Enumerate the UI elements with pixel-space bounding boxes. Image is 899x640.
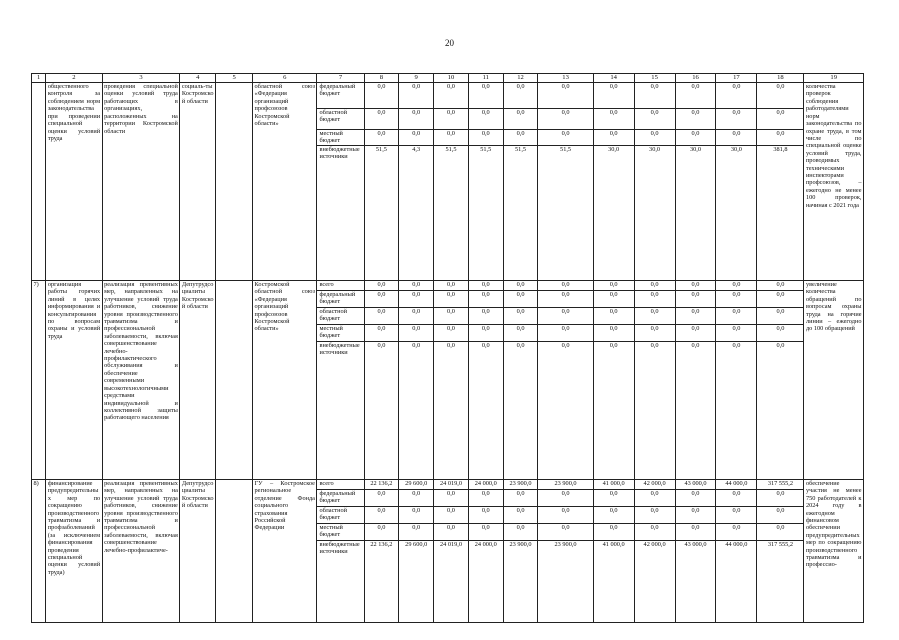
- funding-value: 0,0: [593, 324, 634, 341]
- funding-value: 317 555,2: [757, 540, 804, 622]
- funding-value: 0,0: [716, 523, 757, 540]
- cell-col2: финансирование предупредительных мер по сокращению производственного травматизма и профзаболеваний (за исключением финансирования проведения специальной оценки условий труда): [46, 479, 102, 622]
- funding-source-label: областной бюджет: [317, 109, 364, 130]
- funding-value: 0,0: [716, 324, 757, 341]
- funding-value: 0,0: [468, 523, 503, 540]
- funding-value: 0,0: [364, 324, 399, 341]
- column-header: 4: [180, 74, 216, 83]
- funding-value: 0,0: [434, 130, 469, 146]
- column-header: 11: [468, 74, 503, 83]
- funding-value: 0,0: [634, 83, 675, 109]
- funding-value: 4,3: [399, 145, 434, 280]
- funding-value: 23 900,0: [503, 479, 538, 489]
- column-header: 1: [32, 74, 46, 83]
- funding-value: 0,0: [364, 130, 399, 146]
- funding-value: 0,0: [538, 109, 593, 130]
- funding-value: 0,0: [716, 290, 757, 307]
- funding-value: 43 000,0: [675, 479, 716, 489]
- funding-value: 0,0: [757, 307, 804, 324]
- funding-value: 0,0: [503, 109, 538, 130]
- cell-col6: ГУ – Костромское региональное отделение Фонда социального страхования Российской Федерации: [253, 479, 317, 622]
- funding-value: 0,0: [503, 130, 538, 146]
- funding-value: 0,0: [364, 307, 399, 324]
- funding-value: 0,0: [503, 290, 538, 307]
- cell-col5: [216, 479, 253, 622]
- funding-value: 0,0: [434, 523, 469, 540]
- column-header: 7: [317, 74, 364, 83]
- funding-value: 0,0: [593, 506, 634, 523]
- column-header: 8: [364, 74, 399, 83]
- funding-value: 0,0: [675, 489, 716, 506]
- funding-value: 41 000,0: [593, 479, 634, 489]
- program-table: [31, 73, 864, 623]
- funding-value: 0,0: [634, 341, 675, 479]
- funding-value: 0,0: [468, 506, 503, 523]
- funding-value: 0,0: [364, 109, 399, 130]
- funding-value: 0,0: [434, 324, 469, 341]
- funding-value: 0,0: [757, 489, 804, 506]
- cell-col5: [216, 83, 253, 281]
- funding-value: 0,0: [757, 324, 804, 341]
- funding-value: 22 136,2: [364, 540, 399, 622]
- funding-value: 42 000,0: [634, 540, 675, 622]
- funding-value: 0,0: [434, 109, 469, 130]
- funding-value: 0,0: [468, 83, 503, 109]
- column-header: 2: [46, 74, 102, 83]
- funding-value: 0,0: [503, 280, 538, 290]
- funding-value: 0,0: [716, 83, 757, 109]
- funding-source-label: внебюджетные источники: [317, 540, 364, 622]
- funding-value: 0,0: [634, 489, 675, 506]
- funding-value: 0,0: [538, 290, 593, 307]
- funding-value: 0,0: [538, 506, 593, 523]
- funding-value: 0,0: [675, 130, 716, 146]
- funding-value: 0,0: [757, 280, 804, 290]
- cell-col4: социаль-ты Костромской области: [180, 83, 216, 281]
- funding-value: 317 555,2: [757, 479, 804, 489]
- funding-value: 0,0: [434, 341, 469, 479]
- funding-value: 0,0: [399, 83, 434, 109]
- funding-value: 0,0: [757, 506, 804, 523]
- funding-value: 0,0: [538, 307, 593, 324]
- funding-value: 0,0: [468, 489, 503, 506]
- funding-value: 0,0: [634, 324, 675, 341]
- funding-source-label: внебюджетные источники: [317, 145, 364, 280]
- funding-value: 0,0: [468, 280, 503, 290]
- funding-value: 30,0: [593, 145, 634, 280]
- column-header: 12: [503, 74, 538, 83]
- funding-source-label: областной бюджет: [317, 506, 364, 523]
- column-header: 6: [253, 74, 317, 83]
- funding-source-label: внебюджетные источники: [317, 341, 364, 479]
- funding-value: 0,0: [675, 290, 716, 307]
- funding-source-label: местный бюджет: [317, 130, 364, 146]
- funding-value: 24 019,0: [434, 479, 469, 489]
- funding-value: 0,0: [503, 324, 538, 341]
- funding-value: 29 600,0: [399, 479, 434, 489]
- funding-value: 51,5: [538, 145, 593, 280]
- funding-value: 0,0: [434, 506, 469, 523]
- funding-value: 0,0: [757, 109, 804, 130]
- column-header: 15: [634, 74, 675, 83]
- funding-value: 0,0: [716, 109, 757, 130]
- funding-value: 0,0: [399, 280, 434, 290]
- funding-value: 0,0: [757, 290, 804, 307]
- funding-value: 0,0: [634, 130, 675, 146]
- cell-col19: количества проверок соблюдения работодателями норм законодательства по охране труда, в том числе по специальной оценке условий труда, проводимых техническими инспекторами профсоюзов, – ежегодно не менее 100 проверок, начиная с 2021 года: [804, 83, 864, 281]
- funding-value: 0,0: [538, 489, 593, 506]
- funding-value: 0,0: [538, 341, 593, 479]
- funding-value: 0,0: [593, 307, 634, 324]
- funding-value: 51,5: [364, 145, 399, 280]
- cell-no: 7): [32, 280, 46, 479]
- funding-value: 0,0: [399, 324, 434, 341]
- funding-value: 29 600,0: [399, 540, 434, 622]
- column-header: 5: [216, 74, 253, 83]
- cell-col3: реализация превентивных мер, направленных на улучшение условий труда работников, снижение уровня производственного травматизма и профессиональной заболеваемости, включая совершенствование лечебно-профилактиче-: [102, 479, 180, 622]
- funding-value: 0,0: [675, 523, 716, 540]
- funding-value: 23 900,0: [503, 540, 538, 622]
- funding-value: 23 900,0: [538, 540, 593, 622]
- funding-value: 0,0: [399, 109, 434, 130]
- funding-value: 0,0: [675, 341, 716, 479]
- cell-col4: Депутрудсоциалиты Костромской области: [180, 479, 216, 622]
- funding-source-label: всего: [317, 280, 364, 290]
- funding-value: 0,0: [538, 83, 593, 109]
- funding-value: 0,0: [364, 523, 399, 540]
- column-header: 14: [593, 74, 634, 83]
- header-row: [32, 74, 864, 83]
- cell-col3: реализация превентивных мер, направленных на улучшение условий труда работников, снижение уровня производственного травматизма и профессиональной заболеваемости, включая совершенствование лечебно-профилактического обслуживания и обеспечение современными высокотехнологичными средствами индивидуальной и коллективной защиты работающего населения: [102, 280, 180, 479]
- funding-value: 0,0: [716, 130, 757, 146]
- funding-value: 0,0: [399, 523, 434, 540]
- cell-col3: проведения специальной оценки условий труда работающих в организациях, расположенных на территории Костромской области: [102, 83, 180, 281]
- funding-value: 0,0: [434, 290, 469, 307]
- funding-value: 0,0: [593, 341, 634, 479]
- table-row: [32, 479, 864, 489]
- funding-value: 0,0: [593, 523, 634, 540]
- funding-value: 0,0: [538, 523, 593, 540]
- cell-col6: областной союз «Федерация организаций профсоюзов Костромской области»: [253, 83, 317, 281]
- funding-value: 0,0: [593, 109, 634, 130]
- column-header: 9: [399, 74, 434, 83]
- column-header: 10: [434, 74, 469, 83]
- funding-value: 51,5: [503, 145, 538, 280]
- cell-col5: [216, 280, 253, 479]
- funding-value: 0,0: [468, 109, 503, 130]
- funding-value: 0,0: [468, 290, 503, 307]
- funding-value: 0,0: [593, 280, 634, 290]
- funding-value: 0,0: [503, 83, 538, 109]
- funding-value: 0,0: [675, 280, 716, 290]
- cell-col4: Депутрудсоциалиты Костромской области: [180, 280, 216, 479]
- funding-value: 23 900,0: [538, 479, 593, 489]
- funding-value: 24 000,0: [468, 540, 503, 622]
- funding-value: 44 000,0: [716, 540, 757, 622]
- funding-value: 0,0: [468, 324, 503, 341]
- funding-value: 0,0: [364, 83, 399, 109]
- funding-value: 0,0: [503, 506, 538, 523]
- funding-source-label: областной бюджет: [317, 307, 364, 324]
- funding-value: 0,0: [503, 489, 538, 506]
- funding-value: 0,0: [538, 130, 593, 146]
- funding-value: 0,0: [364, 489, 399, 506]
- column-header: 19: [804, 74, 864, 83]
- funding-value: 0,0: [399, 130, 434, 146]
- funding-value: 0,0: [538, 324, 593, 341]
- funding-value: 0,0: [757, 83, 804, 109]
- funding-value: 0,0: [675, 307, 716, 324]
- funding-value: 0,0: [716, 341, 757, 479]
- funding-value: 24 019,0: [434, 540, 469, 622]
- funding-value: 43 000,0: [675, 540, 716, 622]
- funding-value: 0,0: [399, 341, 434, 479]
- funding-value: 0,0: [593, 489, 634, 506]
- funding-value: 0,0: [434, 489, 469, 506]
- funding-source-label: всего: [317, 479, 364, 489]
- funding-value: 0,0: [468, 341, 503, 479]
- funding-source-label: федеральный бюджет: [317, 489, 364, 506]
- funding-value: 0,0: [468, 130, 503, 146]
- funding-value: 0,0: [634, 109, 675, 130]
- funding-value: 22 136,2: [364, 479, 399, 489]
- funding-source-label: местный бюджет: [317, 523, 364, 540]
- funding-value: 0,0: [675, 83, 716, 109]
- funding-source-label: федеральный бюджет: [317, 290, 364, 307]
- funding-value: 0,0: [468, 307, 503, 324]
- funding-value: 0,0: [364, 290, 399, 307]
- funding-value: 0,0: [634, 523, 675, 540]
- funding-value: 0,0: [364, 506, 399, 523]
- funding-value: 30,0: [675, 145, 716, 280]
- funding-value: 0,0: [503, 341, 538, 479]
- table-row: [32, 83, 864, 109]
- cell-col19: увеличение количества обращений по вопросам охраны труда на горячие линии – ежегодно до 100 обращений: [804, 280, 864, 479]
- funding-value: 0,0: [675, 109, 716, 130]
- funding-value: 0,0: [399, 489, 434, 506]
- funding-value: 381,8: [757, 145, 804, 280]
- funding-source-label: федеральный бюджет: [317, 83, 364, 109]
- funding-value: 42 000,0: [634, 479, 675, 489]
- column-header: 18: [757, 74, 804, 83]
- funding-value: 0,0: [634, 307, 675, 324]
- cell-no: [32, 83, 46, 281]
- funding-value: 0,0: [634, 506, 675, 523]
- page-number: 20: [445, 38, 454, 48]
- funding-value: 0,0: [716, 506, 757, 523]
- funding-value: 0,0: [757, 130, 804, 146]
- table-row: [32, 280, 864, 290]
- cell-col2: общественного контроля за соблюдением норм законодательства при проведении специальной оценки условий труда: [46, 83, 102, 281]
- funding-value: 30,0: [716, 145, 757, 280]
- cell-col19: обеспечение участия не менее 750 работодателей к 2024 году в ежегодном финансовом обеспечении предупредительных мер по сокращению производственного травматизма и профессио-: [804, 479, 864, 622]
- funding-value: 0,0: [757, 523, 804, 540]
- column-header: 17: [716, 74, 757, 83]
- funding-value: 30,0: [634, 145, 675, 280]
- cell-no: 8): [32, 479, 46, 622]
- funding-value: 0,0: [399, 307, 434, 324]
- funding-value: 0,0: [593, 83, 634, 109]
- funding-value: 0,0: [716, 280, 757, 290]
- column-header: 16: [675, 74, 716, 83]
- funding-source-label: местный бюджет: [317, 324, 364, 341]
- funding-value: 0,0: [503, 523, 538, 540]
- funding-value: 0,0: [399, 290, 434, 307]
- funding-value: 24 000,0: [468, 479, 503, 489]
- funding-value: 0,0: [434, 83, 469, 109]
- funding-value: 0,0: [716, 489, 757, 506]
- column-header: 13: [538, 74, 593, 83]
- cell-col6: Костромской областной союз «Федерация организаций профсоюзов Костромской области»: [253, 280, 317, 479]
- funding-value: 0,0: [634, 280, 675, 290]
- funding-value: 0,0: [434, 280, 469, 290]
- funding-value: 0,0: [503, 307, 538, 324]
- funding-value: 51,5: [468, 145, 503, 280]
- funding-value: 0,0: [593, 130, 634, 146]
- funding-value: 0,0: [593, 290, 634, 307]
- funding-value: 0,0: [675, 324, 716, 341]
- funding-value: 0,0: [399, 506, 434, 523]
- column-header: 3: [102, 74, 180, 83]
- funding-value: 0,0: [634, 290, 675, 307]
- cell-col2: организация работы горячих линий в целях информирования и консультирования по вопросам охраны и условий труда: [46, 280, 102, 479]
- funding-value: 0,0: [716, 307, 757, 324]
- funding-value: 51,5: [434, 145, 469, 280]
- funding-value: 0,0: [364, 280, 399, 290]
- funding-value: 0,0: [538, 280, 593, 290]
- funding-value: 0,0: [757, 341, 804, 479]
- funding-value: 0,0: [434, 307, 469, 324]
- funding-value: 0,0: [675, 506, 716, 523]
- funding-value: 0,0: [364, 341, 399, 479]
- funding-value: 41 000,0: [593, 540, 634, 622]
- funding-value: 44 000,0: [716, 479, 757, 489]
